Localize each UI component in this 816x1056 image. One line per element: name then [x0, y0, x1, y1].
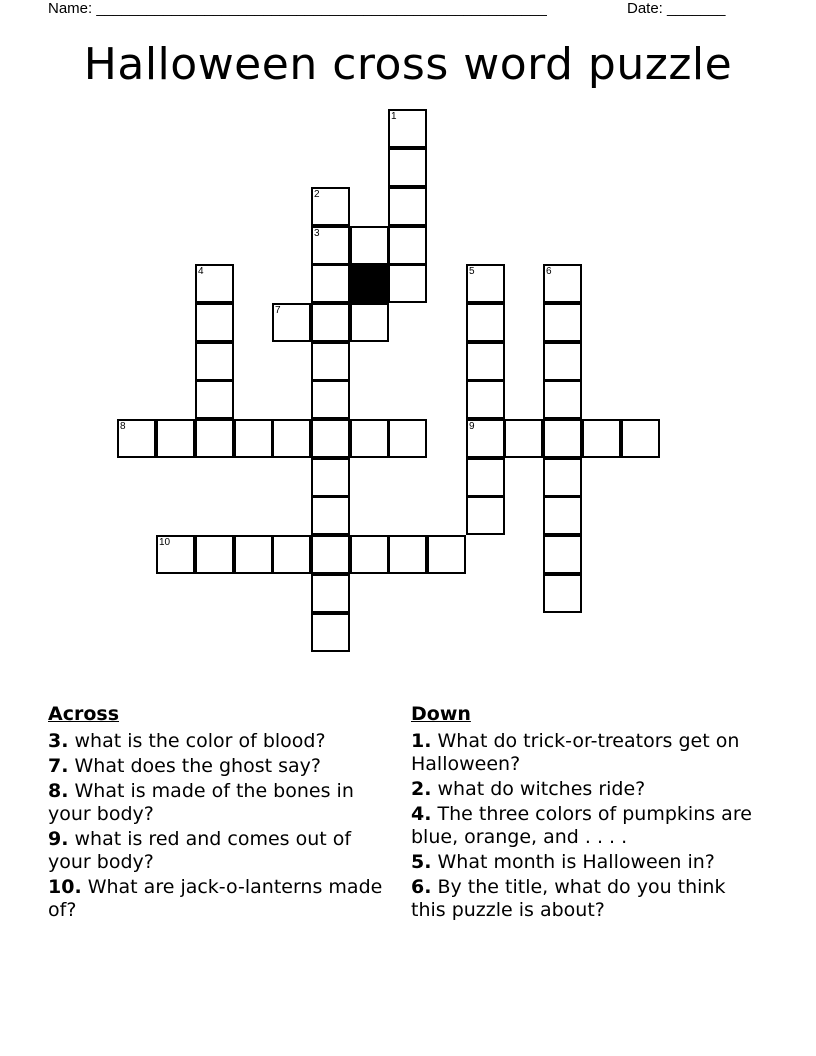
grid-cell[interactable] — [311, 187, 350, 226]
clue-number: 1 — [391, 111, 397, 122]
grid-cell[interactable] — [388, 535, 427, 574]
grid-cell[interactable] — [466, 380, 505, 419]
grid-cell[interactable] — [466, 419, 505, 458]
clue-down-2: 2. what do witches ride? — [411, 778, 646, 800]
grid-cell[interactable] — [543, 458, 582, 497]
grid-cell[interactable] — [543, 342, 582, 381]
clue-across-8: 8. What is made of the bones in your body? — [48, 780, 354, 825]
grid-cell[interactable] — [427, 535, 466, 574]
grid-cell[interactable] — [388, 226, 427, 265]
grid-cell[interactable] — [388, 264, 427, 303]
date-field-label[interactable]: Date: _______ — [627, 0, 726, 17]
grid-cell[interactable] — [350, 419, 389, 458]
grid-cell[interactable] — [543, 496, 582, 535]
grid-cell[interactable] — [117, 419, 156, 458]
clue-across-3: 3. what is the color of blood? — [48, 730, 326, 752]
grid-cell[interactable] — [543, 380, 582, 419]
grid-cell[interactable] — [272, 419, 311, 458]
clue-down-1: 1. What do trick-or-treators get on Halloween? — [411, 730, 740, 775]
grid-cell[interactable] — [195, 342, 234, 381]
grid-cell[interactable] — [621, 419, 660, 458]
clue-across-7: 7. What does the ghost say? — [48, 755, 321, 777]
clue-number: 7 — [275, 305, 281, 316]
grid-cell[interactable] — [156, 535, 195, 574]
grid-cell[interactable] — [388, 148, 427, 187]
grid-cell[interactable] — [311, 303, 350, 342]
clue-down-6: 6. By the title, what do you think this puzzle is about? — [411, 876, 726, 921]
grid-cell[interactable] — [195, 535, 234, 574]
down-heading: Down — [411, 703, 471, 725]
grid-cell[interactable] — [466, 496, 505, 535]
grid-cell[interactable] — [156, 419, 195, 458]
grid-cell[interactable] — [543, 574, 582, 613]
grid-cell[interactable] — [311, 342, 350, 381]
grid-cell[interactable] — [195, 419, 234, 458]
grid-cell[interactable] — [388, 187, 427, 226]
grid-cell[interactable] — [195, 303, 234, 342]
grid-cell[interactable] — [543, 264, 582, 303]
grid-cell-black — [350, 264, 389, 303]
grid-cell[interactable] — [582, 419, 621, 458]
grid-cell[interactable] — [272, 535, 311, 574]
grid-cell[interactable] — [504, 419, 543, 458]
grid-cell[interactable] — [543, 303, 582, 342]
grid-cell[interactable] — [311, 496, 350, 535]
grid-cell[interactable] — [466, 303, 505, 342]
grid-cell[interactable] — [466, 458, 505, 497]
grid-cell[interactable] — [311, 380, 350, 419]
clue-number: 3 — [314, 228, 320, 239]
clue-number: 10 — [159, 537, 171, 548]
grid-cell[interactable] — [195, 380, 234, 419]
grid-cell[interactable] — [350, 303, 389, 342]
clue-number: 4 — [198, 266, 204, 277]
clue-number: 5 — [469, 266, 475, 277]
page-title: Halloween cross word puzzle — [83, 39, 733, 90]
clue-number: 8 — [120, 421, 126, 432]
grid-cell[interactable] — [311, 458, 350, 497]
grid-cell[interactable] — [388, 419, 427, 458]
clue-across-10: 10. What are jack-o-lanterns made of? — [48, 876, 383, 921]
grid-cell[interactable] — [311, 419, 350, 458]
grid-cell[interactable] — [311, 264, 350, 303]
clue-number: 2 — [314, 189, 320, 200]
grid-cell[interactable] — [388, 109, 427, 148]
across-heading: Across — [48, 703, 120, 725]
clue-number: 9 — [469, 421, 475, 432]
down-clues — [411, 702, 756, 924]
clue-down-4: 4. The three colors of pumpkins are blue, orange, and . . . . — [411, 803, 752, 848]
grid-cell[interactable] — [311, 535, 350, 574]
across-clues — [48, 702, 393, 924]
grid-cell[interactable] — [311, 226, 350, 265]
grid-cell[interactable] — [234, 535, 273, 574]
name-field-label[interactable]: Name: ______________________________________________________ — [48, 0, 547, 17]
grid-cell[interactable] — [350, 226, 389, 265]
grid-cell[interactable] — [350, 535, 389, 574]
grid-cell[interactable] — [311, 613, 350, 652]
grid-cell[interactable] — [272, 303, 311, 342]
grid-cell[interactable] — [543, 419, 582, 458]
grid-cell[interactable] — [195, 264, 234, 303]
grid-cell[interactable] — [466, 264, 505, 303]
grid-cell[interactable] — [311, 574, 350, 613]
clue-down-5: 5. What month is Halloween in? — [411, 851, 715, 873]
clue-number: 6 — [546, 266, 552, 277]
grid-cell[interactable] — [543, 535, 582, 574]
grid-cell[interactable] — [466, 342, 505, 381]
grid-cell[interactable] — [234, 419, 273, 458]
clue-across-9: 9. what is red and comes out of your body? — [48, 828, 352, 873]
